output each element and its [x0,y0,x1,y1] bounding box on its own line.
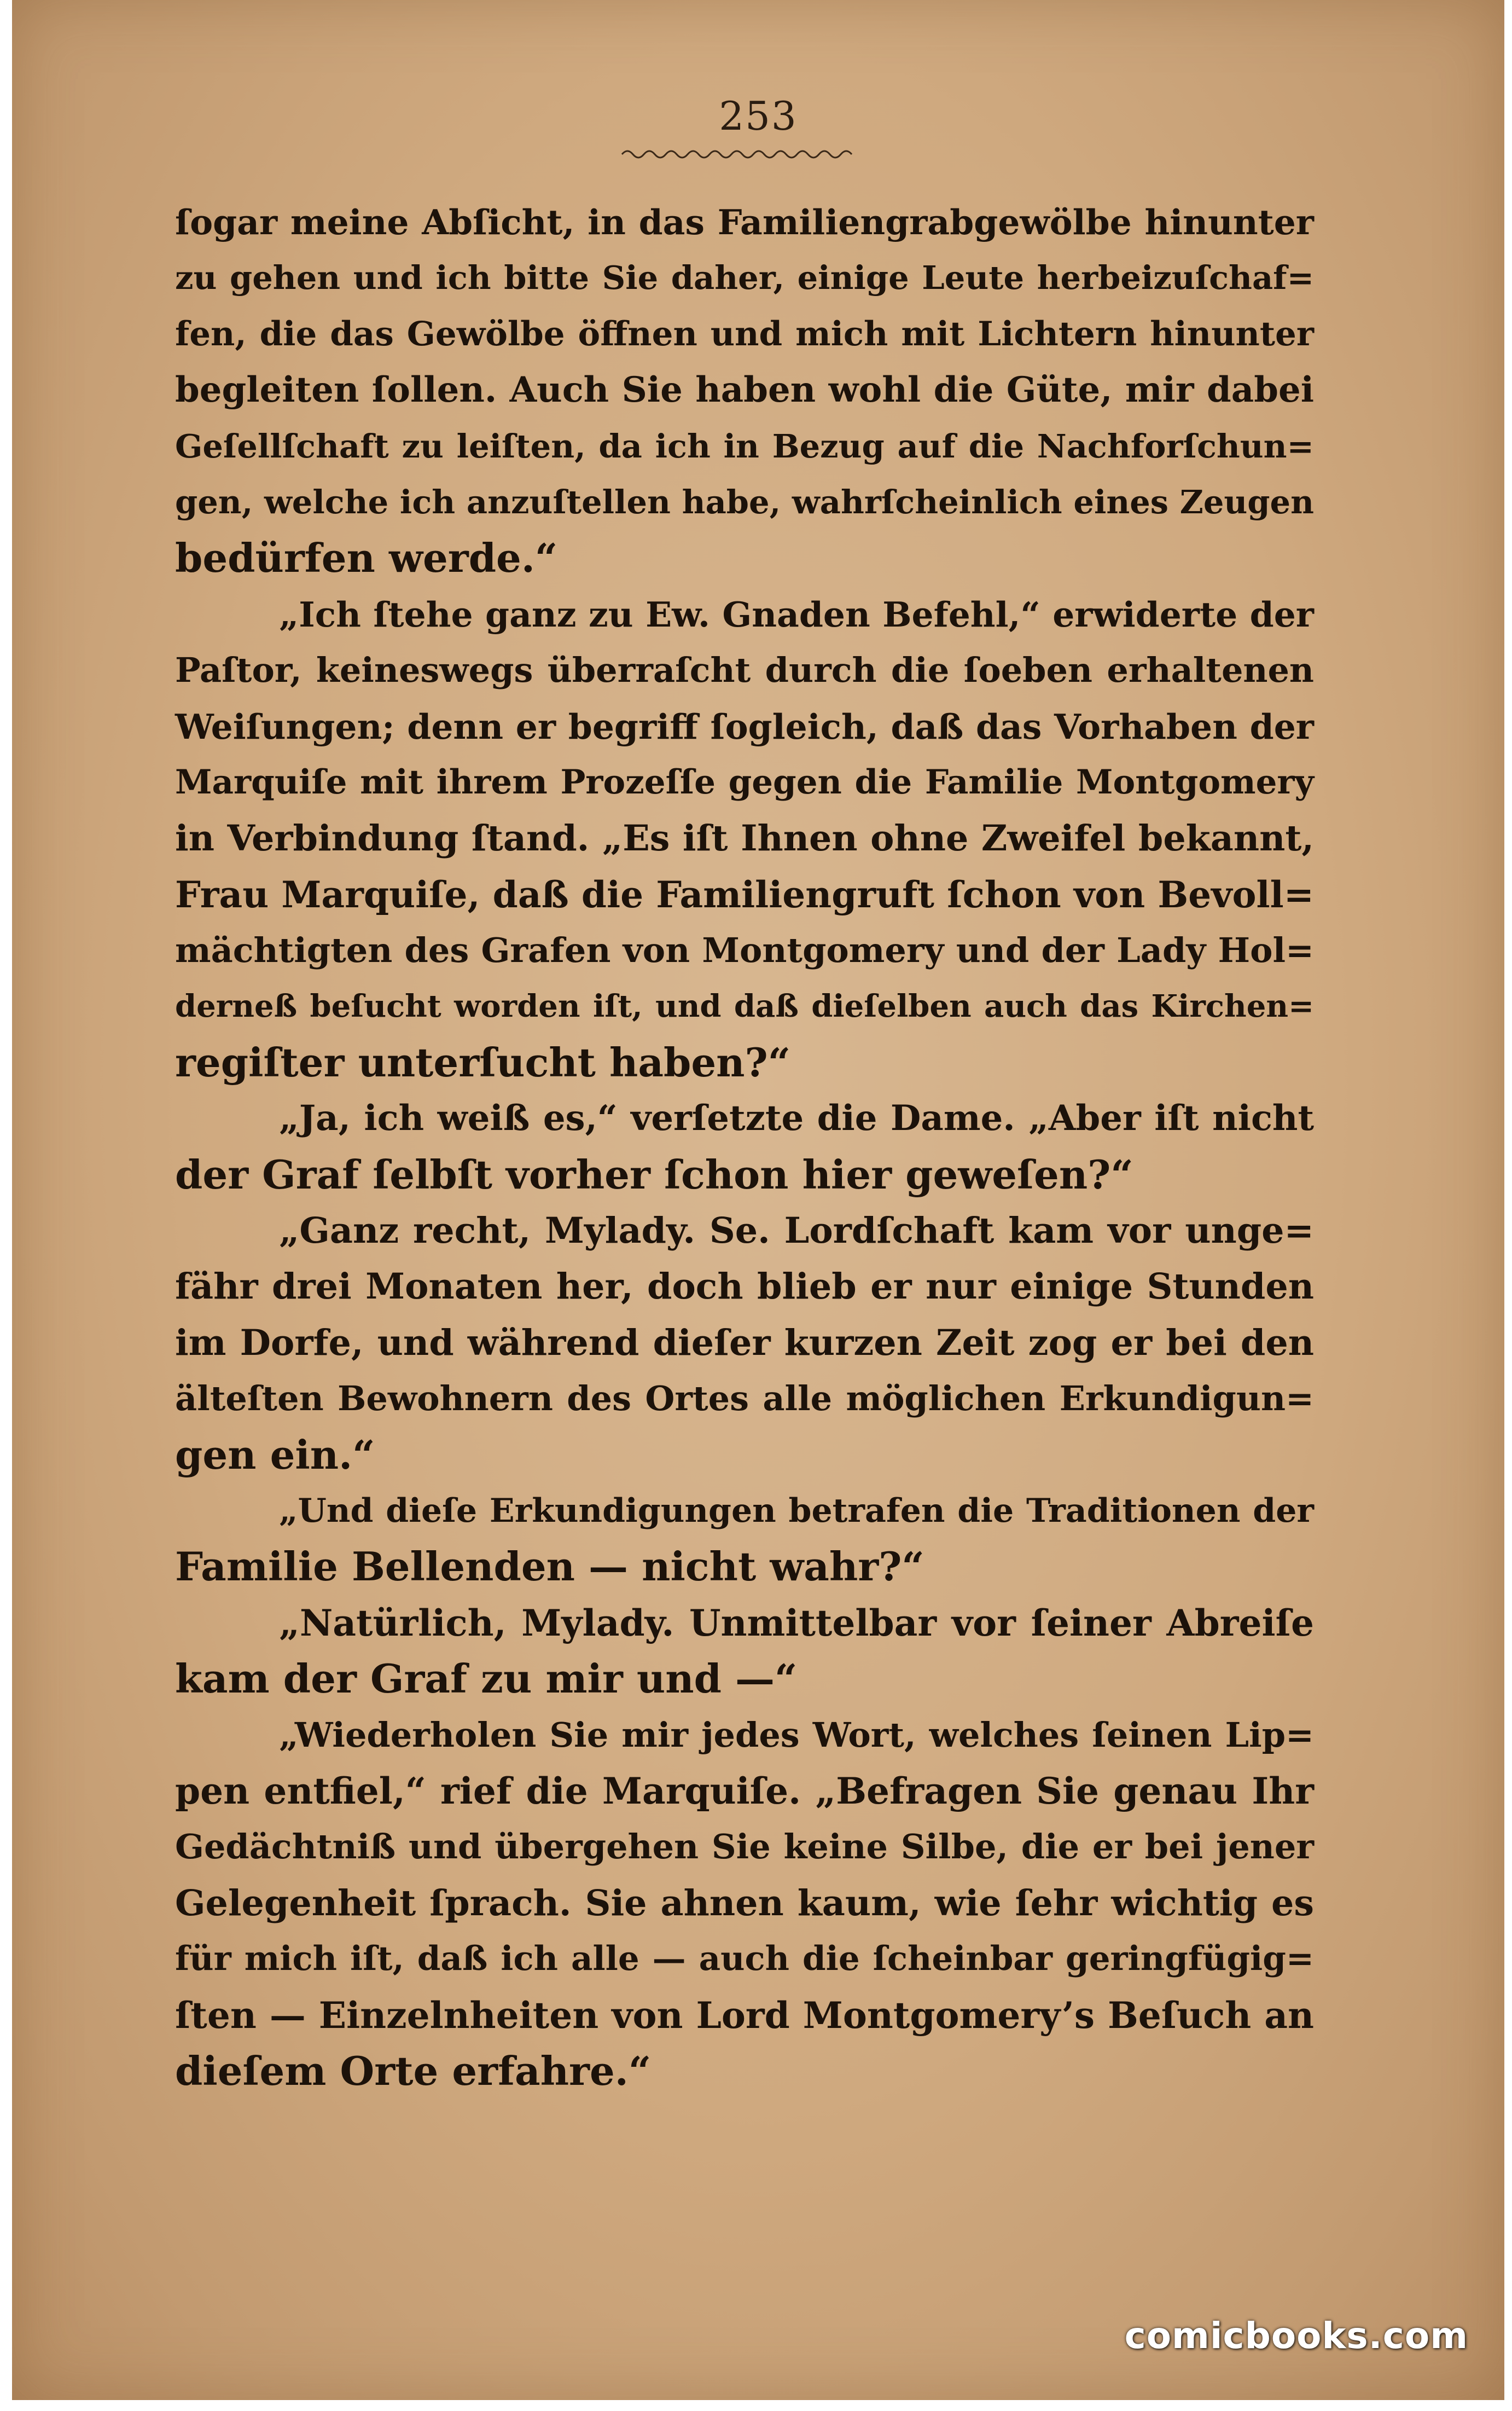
text-line: derneß beſucht worden iſt, und daß dieſelben auch das Kirchen= [175,988,1314,1025]
book-page [12,0,1504,2400]
text-line: Familie Bellenden — nicht wahr?“ [175,1543,924,1590]
text-line: fähr drei Monaten her, doch blieb er nur einige Stunden [175,1266,1314,1308]
text-line: im Dorfe, und während dieſer kurzen Zeit zog er bei den [175,1322,1314,1364]
text-line: kam der Graf zu mir und —“ [175,1655,798,1702]
text-line: pen entfiel,“ rief die Marquiſe. „Befragen Sie genau Ihr [175,1769,1314,1812]
text-line: „Ich ſtehe ganz zu Ew. Gnaden Befehl,“ erwiderte der [279,594,1314,635]
text-line: für mich iſt, daß ich alle — auch die ſcheinbar geringfügig= [175,1939,1314,1979]
text-line: ſogar meine Abſicht, in das Familiengrabgewölbe hinunter [175,202,1314,242]
text-line: gen, welche ich anzuſtellen habe, wahrſcheinlich eines Zeugen [175,483,1314,521]
text-line: älteſten Bewohnern des Ortes alle möglichen Erkundigun= [175,1378,1314,1419]
ornament-divider [619,143,860,165]
text-line: in Verbindung ſtand. „Es iſt Ihnen ohne Zweifel bekannt, [175,818,1314,860]
text-line: regiſter unterſucht haben?“ [175,1039,791,1086]
text-line: Geſellſchaft zu leiſten, da ich in Bezug auf die Nachforſchun= [175,427,1314,465]
text-line: „Ganz recht, Mylady. Se. Lordſchaft kam vor unge= [279,1210,1314,1252]
page-number: 253 [719,93,798,139]
text-line: Gelegenheit ſprach. Sie ahnen kaum, wie ſehr wichtig es [175,1882,1314,1924]
text-line: mächtigten des Grafen von Montgomery und der Lady Hol= [175,930,1314,971]
text-line: Paſtor, keineswegs überraſcht durch die ſoeben erhaltenen [175,650,1314,691]
text-line: „Wiederholen Sie mir jedes Wort, welches ſeinen Lip= [279,1714,1314,1755]
text-line: Frau Marquiſe, daß die Familiengruft ſchon von Bevoll= [175,873,1314,916]
watermark-text: comicbooks.com [1124,2315,1468,2357]
text-line: Marquiſe mit ihrem Prozeſſe gegen die Familie Montgomery [175,762,1314,802]
text-line: „Natürlich, Mylady. Unmittelbar vor ſeiner Abreiſe [279,1601,1314,1644]
text-line: „Und dieſe Erkundigungen betrafen die Traditionen der [279,1491,1314,1530]
text-line: Weiſungen; denn er begriff ſogleich, daß das Vorhaben der [175,706,1314,747]
text-line: gen ein.“ [175,1431,375,1478]
text-line: „Ja, ich weiß es,“ verſetzte die Dame. „Aber iſt nicht [279,1098,1314,1139]
text-line: dieſem Orte erfahre.“ [175,2047,652,2094]
text-line: fen, die das Gewölbe öffnen und mich mit Lichtern hinunter [175,314,1314,353]
text-line: Gedächtniß und übergehen Sie keine Silbe, die er bei jener [175,1827,1314,1867]
text-line: ſten — Einzelnheiten von Lord Montgomery’s Beſuch an [175,1993,1314,2037]
text-line: bedürfen werde.“ [175,535,558,582]
text-line: begleiten ſollen. Auch Sie haben wohl die Güte, mir dabei [175,369,1314,411]
text-line: der Graf ſelbſt vorher ſchon hier geweſen?“ [175,1151,1133,1198]
text-line: zu gehen und ich bitte Sie daher, einige Leute herbeizuſchaf= [175,259,1314,297]
body-text [175,194,1314,2099]
